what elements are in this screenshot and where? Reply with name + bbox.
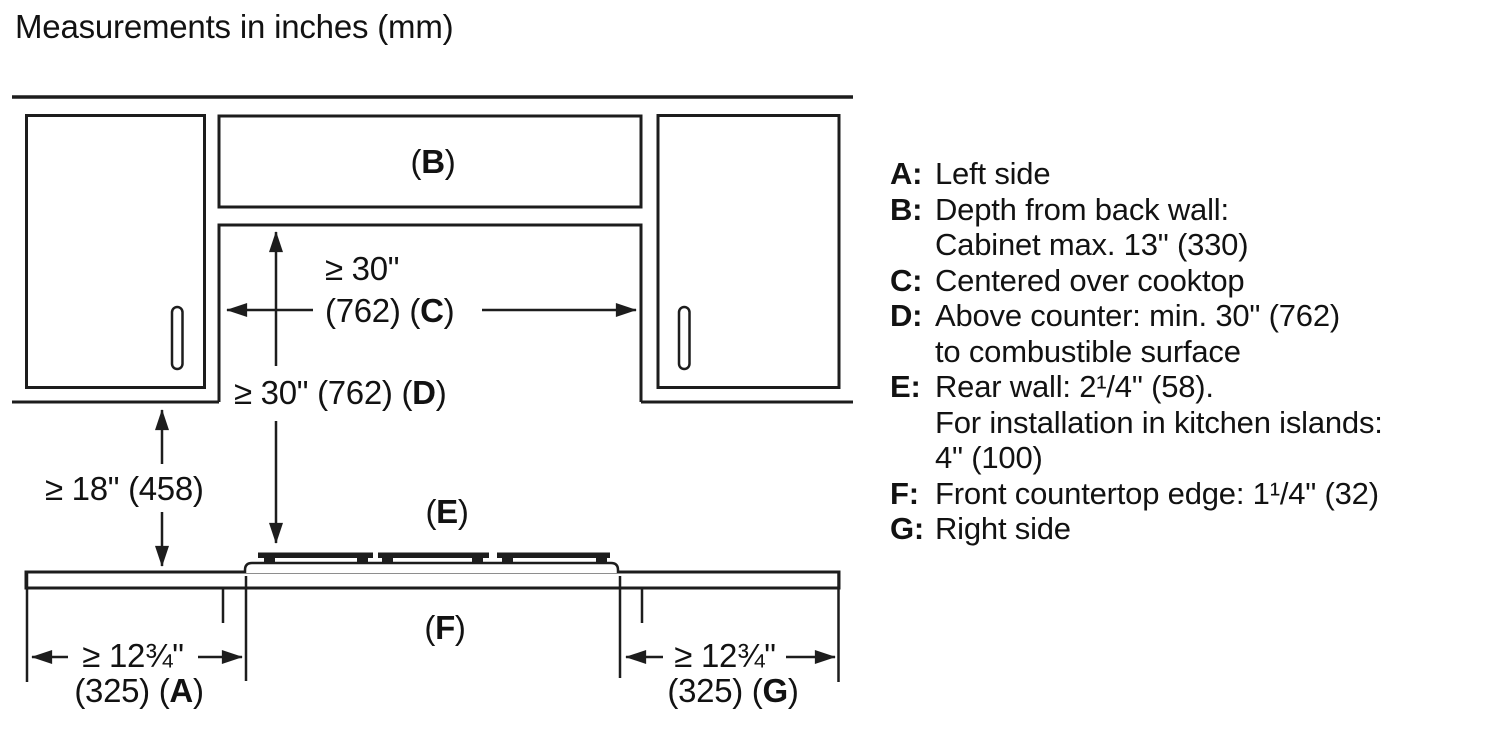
legend-item-d — [890, 298, 1383, 369]
label-f: (F) — [424, 609, 466, 646]
cooktop-grates — [258, 553, 610, 564]
legend — [890, 156, 1383, 547]
left-cabinet — [27, 116, 205, 388]
legend-letter: G: — [890, 511, 925, 546]
legend-letter: E: — [890, 369, 921, 404]
label-e: (E) — [425, 493, 469, 530]
label-g-line2: (325) (G) — [667, 672, 799, 709]
legend-line: For installation in kitchen islands: — [935, 404, 1383, 440]
right-cabinet — [658, 116, 839, 388]
legend-letter: B: — [890, 191, 923, 227]
page-title: Measurements in inches (mm) — [15, 8, 454, 45]
legend-line: to combustible surface — [935, 333, 1241, 369]
right-cabinet-handle — [679, 307, 690, 369]
legend-item-a — [890, 156, 1383, 192]
legend-letter: A: — [890, 156, 923, 191]
label-a-line1: ≥ 12¾" — [82, 637, 184, 674]
legend-line: Right side — [935, 511, 1071, 546]
legend-letter: D: — [890, 298, 923, 333]
label-c-line1: ≥ 30" — [325, 250, 400, 287]
label-a-line2: (325) (A) — [74, 672, 204, 709]
cooktop — [245, 553, 618, 574]
label-c-line2: (762) (C) — [325, 292, 455, 329]
legend-line: 4" (100) — [935, 440, 1043, 475]
legend-letter: F: — [890, 475, 919, 511]
legend-item-e — [890, 369, 1383, 476]
cooktop-base — [245, 563, 618, 573]
legend-item-c — [890, 263, 1383, 299]
legend-line: Rear wall: 2¹/4" (58). — [935, 369, 1214, 404]
label-g-line1: ≥ 12¾" — [674, 637, 776, 674]
legend-line: Depth from back wall: — [935, 191, 1229, 227]
legend-line: Above counter: min. 30" (762) — [935, 298, 1340, 333]
legend-item-f — [890, 476, 1383, 512]
legend-line: Centered over cooktop — [935, 262, 1245, 298]
legend-item-g — [890, 511, 1383, 547]
legend-line: Cabinet max. 13" (330) — [935, 227, 1249, 262]
legend-line: Left side — [935, 156, 1051, 191]
legend-line: Front countertop edge: 1¹/4" (32) — [935, 475, 1379, 511]
left-cabinet-handle — [172, 307, 183, 369]
countertop — [26, 572, 839, 588]
legend-letter: C: — [890, 262, 923, 298]
label-b: (B) — [410, 143, 456, 180]
label-18-clearance: ≥ 18" (458) — [45, 470, 204, 507]
legend-item-b — [890, 192, 1383, 263]
label-d: ≥ 30" (762) (D) — [234, 374, 447, 411]
